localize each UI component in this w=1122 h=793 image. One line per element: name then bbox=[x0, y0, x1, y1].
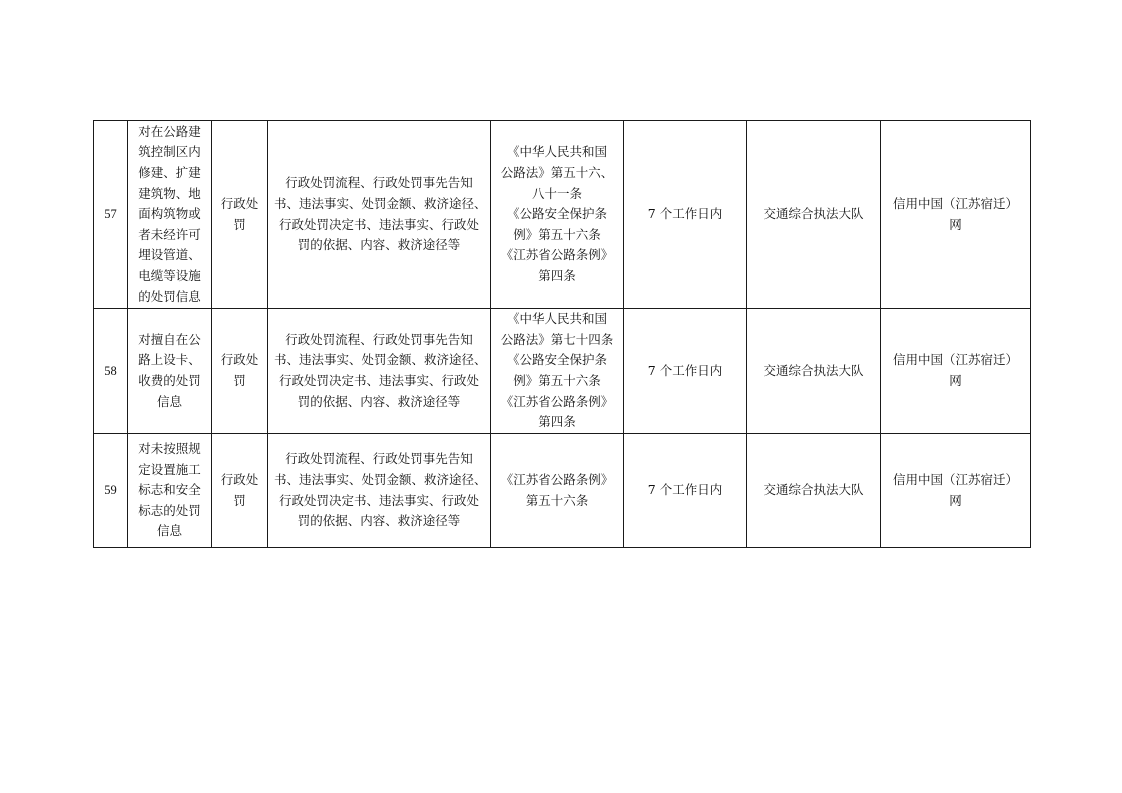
item-name-line: 标志的处罚 bbox=[138, 502, 201, 518]
table-row bbox=[94, 434, 1031, 548]
category-cell bbox=[212, 309, 268, 434]
item-name-line: 对擅自在公 bbox=[138, 331, 201, 347]
responsible-department-cell: 交通综合执法大队 bbox=[747, 121, 881, 309]
disclosure-content-line: 书、违法事实、处罚金额、救济途径、 bbox=[274, 195, 487, 211]
category-cell bbox=[212, 121, 268, 309]
legal-basis-line: 例》第五十六条 bbox=[513, 226, 601, 242]
disclosure-content-line: 罚的依据、内容、救济途径等 bbox=[297, 513, 461, 529]
item-name-cell bbox=[128, 434, 212, 548]
item-name-line: 定设置施工 bbox=[138, 461, 201, 477]
disclosure-channel-line: 网 bbox=[949, 216, 962, 232]
category-line: 罚 bbox=[233, 373, 246, 388]
item-name-line: 收费的处罚 bbox=[138, 373, 201, 388]
legal-basis-cell bbox=[491, 121, 624, 309]
item-name-line: 信息 bbox=[156, 393, 182, 409]
row-number-cell: 59 bbox=[94, 434, 128, 548]
legal-basis-line: 《江苏省公路条例》 bbox=[500, 471, 614, 487]
legal-basis-line: 《江苏省公路条例》 bbox=[500, 393, 614, 409]
disclosure-channel-cell bbox=[881, 309, 1031, 434]
disclosure-content-cell bbox=[268, 434, 491, 548]
responsible-department-cell: 交通综合执法大队 bbox=[747, 309, 881, 434]
disclosure-channel-cell bbox=[881, 121, 1031, 309]
category-line: 罚 bbox=[233, 492, 246, 508]
disclosure-content-line: 行政处罚决定书、违法事实、行政处 bbox=[278, 216, 479, 232]
category-line: 行政处 bbox=[220, 195, 259, 211]
item-name-line: 修建、扩建 bbox=[138, 165, 201, 181]
item-name-line: 建筑物、地 bbox=[138, 185, 201, 201]
table-row bbox=[94, 309, 1031, 434]
legal-basis-line: 八十一条 bbox=[531, 185, 582, 201]
table-body bbox=[94, 121, 1031, 548]
disclosure-content-line: 行政处罚决定书、违法事实、行政处 bbox=[278, 373, 479, 388]
time-limit-cell: 7 个工作日内 bbox=[624, 434, 747, 548]
responsible-department-cell: 交通综合执法大队 bbox=[747, 434, 881, 548]
table-row bbox=[94, 121, 1031, 309]
item-name-line: 标志和安全 bbox=[138, 482, 201, 498]
item-name-line: 路上设卡、 bbox=[138, 352, 201, 368]
item-name-cell bbox=[128, 309, 212, 434]
time-limit-cell: 7 个工作日内 bbox=[624, 121, 747, 309]
disclosure-channel-line: 信用中国（江苏宿迁） bbox=[892, 195, 1018, 211]
disclosure-content-line: 罚的依据、内容、救济途径等 bbox=[297, 237, 461, 253]
disclosure-channel-line: 网 bbox=[949, 373, 962, 388]
disclosure-content-cell bbox=[268, 121, 491, 309]
item-name-line: 筑控制区内 bbox=[138, 144, 201, 160]
item-name-line: 对在公路建 bbox=[138, 123, 201, 139]
item-name-cell bbox=[128, 121, 212, 309]
disclosure-content-cell bbox=[268, 309, 491, 434]
legal-basis-line: 《江苏省公路条例》 bbox=[500, 247, 614, 263]
item-name-line: 埋设管道、 bbox=[138, 247, 201, 263]
disclosure-content-line: 行政处罚流程、行政处罚事先告知 bbox=[285, 331, 473, 347]
item-name-line: 面构筑物或 bbox=[138, 206, 201, 222]
legal-basis-line: 《中华人民共和国 bbox=[506, 311, 607, 327]
disclosure-content-line: 行政处罚流程、行政处罚事先告知 bbox=[285, 451, 473, 467]
legal-basis-line: 例》第五十六条 bbox=[513, 373, 601, 388]
disclosure-channel-cell bbox=[881, 434, 1031, 548]
disclosure-content-line: 书、违法事实、处罚金额、救济途径、 bbox=[274, 471, 487, 487]
row-number-cell: 58 bbox=[94, 309, 128, 434]
category-cell bbox=[212, 434, 268, 548]
disclosure-channel-line: 信用中国（江苏宿迁） bbox=[892, 352, 1018, 368]
legal-basis-line: 公路法》第七十四条 bbox=[500, 331, 614, 347]
row-number-cell: 57 bbox=[94, 121, 128, 309]
legal-basis-line: 第五十六条 bbox=[525, 492, 589, 508]
legal-basis-cell bbox=[491, 434, 624, 548]
disclosure-content-line: 行政处罚决定书、违法事实、行政处 bbox=[278, 492, 479, 508]
disclosure-channel-line: 信用中国（江苏宿迁） bbox=[892, 471, 1018, 487]
category-line: 罚 bbox=[233, 216, 246, 232]
disclosure-channel-line: 网 bbox=[949, 492, 962, 508]
legal-basis-line: 《公路安全保护条 bbox=[506, 352, 607, 368]
item-name-line: 信息 bbox=[156, 523, 182, 539]
disclosure-content-line: 罚的依据、内容、救济途径等 bbox=[297, 393, 461, 409]
item-name-line: 的处罚信息 bbox=[138, 288, 201, 304]
legal-basis-line: 《公路安全保护条 bbox=[506, 206, 607, 222]
legal-basis-line: 《中华人民共和国 bbox=[506, 144, 607, 160]
legal-basis-line: 第四条 bbox=[538, 267, 576, 283]
disclosure-table bbox=[93, 120, 1031, 548]
legal-basis-line: 第四条 bbox=[538, 414, 576, 430]
legal-basis-cell bbox=[491, 309, 624, 434]
item-name-line: 者未经许可 bbox=[138, 226, 201, 242]
legal-basis-line: 公路法》第五十六、 bbox=[500, 165, 614, 181]
category-line: 行政处 bbox=[220, 352, 259, 368]
category-line: 行政处 bbox=[220, 471, 259, 487]
item-name-line: 电缆等设施 bbox=[138, 267, 201, 283]
disclosure-content-line: 书、违法事实、处罚金额、救济途径、 bbox=[274, 352, 487, 368]
disclosure-content-line: 行政处罚流程、行政处罚事先告知 bbox=[285, 175, 473, 191]
item-name-line: 对未按照规 bbox=[138, 441, 201, 457]
time-limit-cell: 7 个工作日内 bbox=[624, 309, 747, 434]
